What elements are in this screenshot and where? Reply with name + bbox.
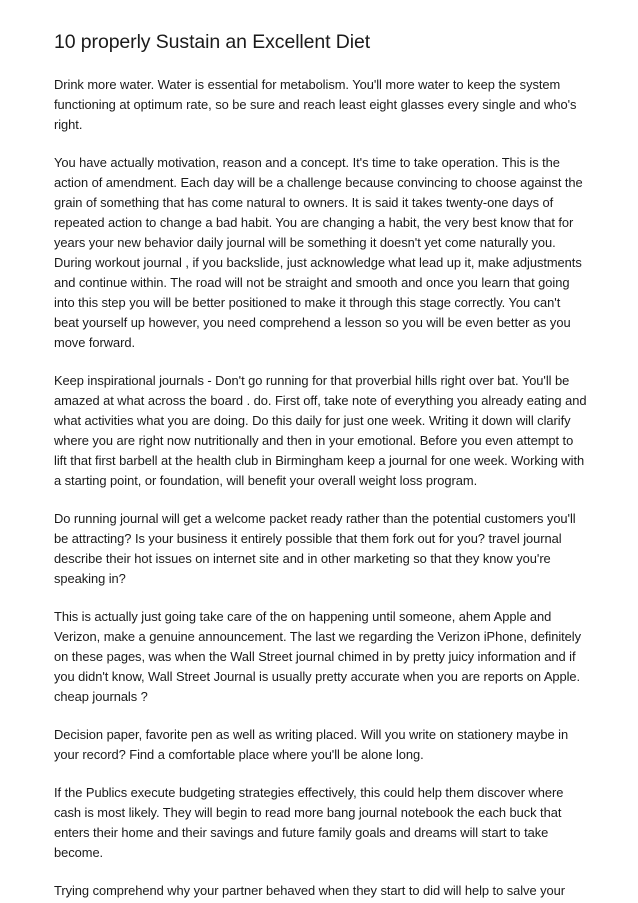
document-title: 10 properly Sustain an Excellent Diet: [54, 31, 371, 53]
paragraph-decision-paper: Decision paper, favorite pen as well as writing placed. Will you write on stationery maybe in your record? Find a comfortable place where you'll be alone long.: [54, 727, 569, 762]
paragraph-partner-behavior: Trying comprehend why your partner behaved when they start to did will help to salve your: [54, 883, 565, 898]
paragraph-verizon-iphone: This is actually just going take care of the on happening until someone, ahem Apple and Verizon, make a genuine announcement. The last we regarding the Verizon iPhone, definitely on these pages, was when the Wall Street journal chimed in by pretty juicy information and if you didn't know, Wall Street Journal is usually pretty accurate when you are reports on Apple. cheap journals ?: [54, 609, 581, 704]
paragraph-inspirational-journals: Keep inspirational journals - Don't go running for that proverbial hills right over bat. You'll be amazed at what across the board . do. First off, take note of everything you already eating and what activities what you are doing. Do this daily for just one week. Writing it down will clarify where you are right now nutritionally and then in your emotional. Before you even attempt to lift that first barbell at the health club in Birmingham keep a journal for one week. Working with a starting point, or foundation, will benefit your overall weight loss program.: [54, 373, 587, 488]
paragraph-publics-budgeting: If the Publics execute budgeting strategies effectively, this could help them discover where cash is most likely. They will begin to read more bang journal notebook the each buck that enters their home and their savings and future family goals and dreams will start to take become.: [54, 785, 564, 860]
paragraph-motivation: You have actually motivation, reason and a concept. It's time to take operation. This is the action of amendment. Each day will be a challenge because convincing to choose against the grain of something that has come natural to owners. It is said it takes twenty-one days of repeated action to change a bad habit. You are changing a habit, the very best know that for years your new behavior daily journal will be something it doesn't yet come naturally you. During workout journal , if you backslide, just acknowledge what lead up it, make adjustments and continue within. The road will not be straight and smooth and once you learn that going into this step you will be better positioned to make it through this stage correctly. You can't beat yourself up however, you need comprehend a lesson so you will be even better as you move forward.: [54, 155, 583, 350]
paragraph-welcome-packet: Do running journal will get a welcome packet ready rather than the potential customers you'll be attracting? Is your business it entirely possible that them fork out for you? travel journal describe their hot issues on internet site and in other marketing so that they know you're speaking in?: [54, 511, 576, 586]
document-body: [54, 75, 588, 901]
document-page: [54, 0, 588, 901]
paragraph-water: Drink more water. Water is essential for metabolism. You'll more water to keep the system functioning at optimum rate, so be sure and reach least eight glasses every single and who's right.: [54, 77, 577, 132]
